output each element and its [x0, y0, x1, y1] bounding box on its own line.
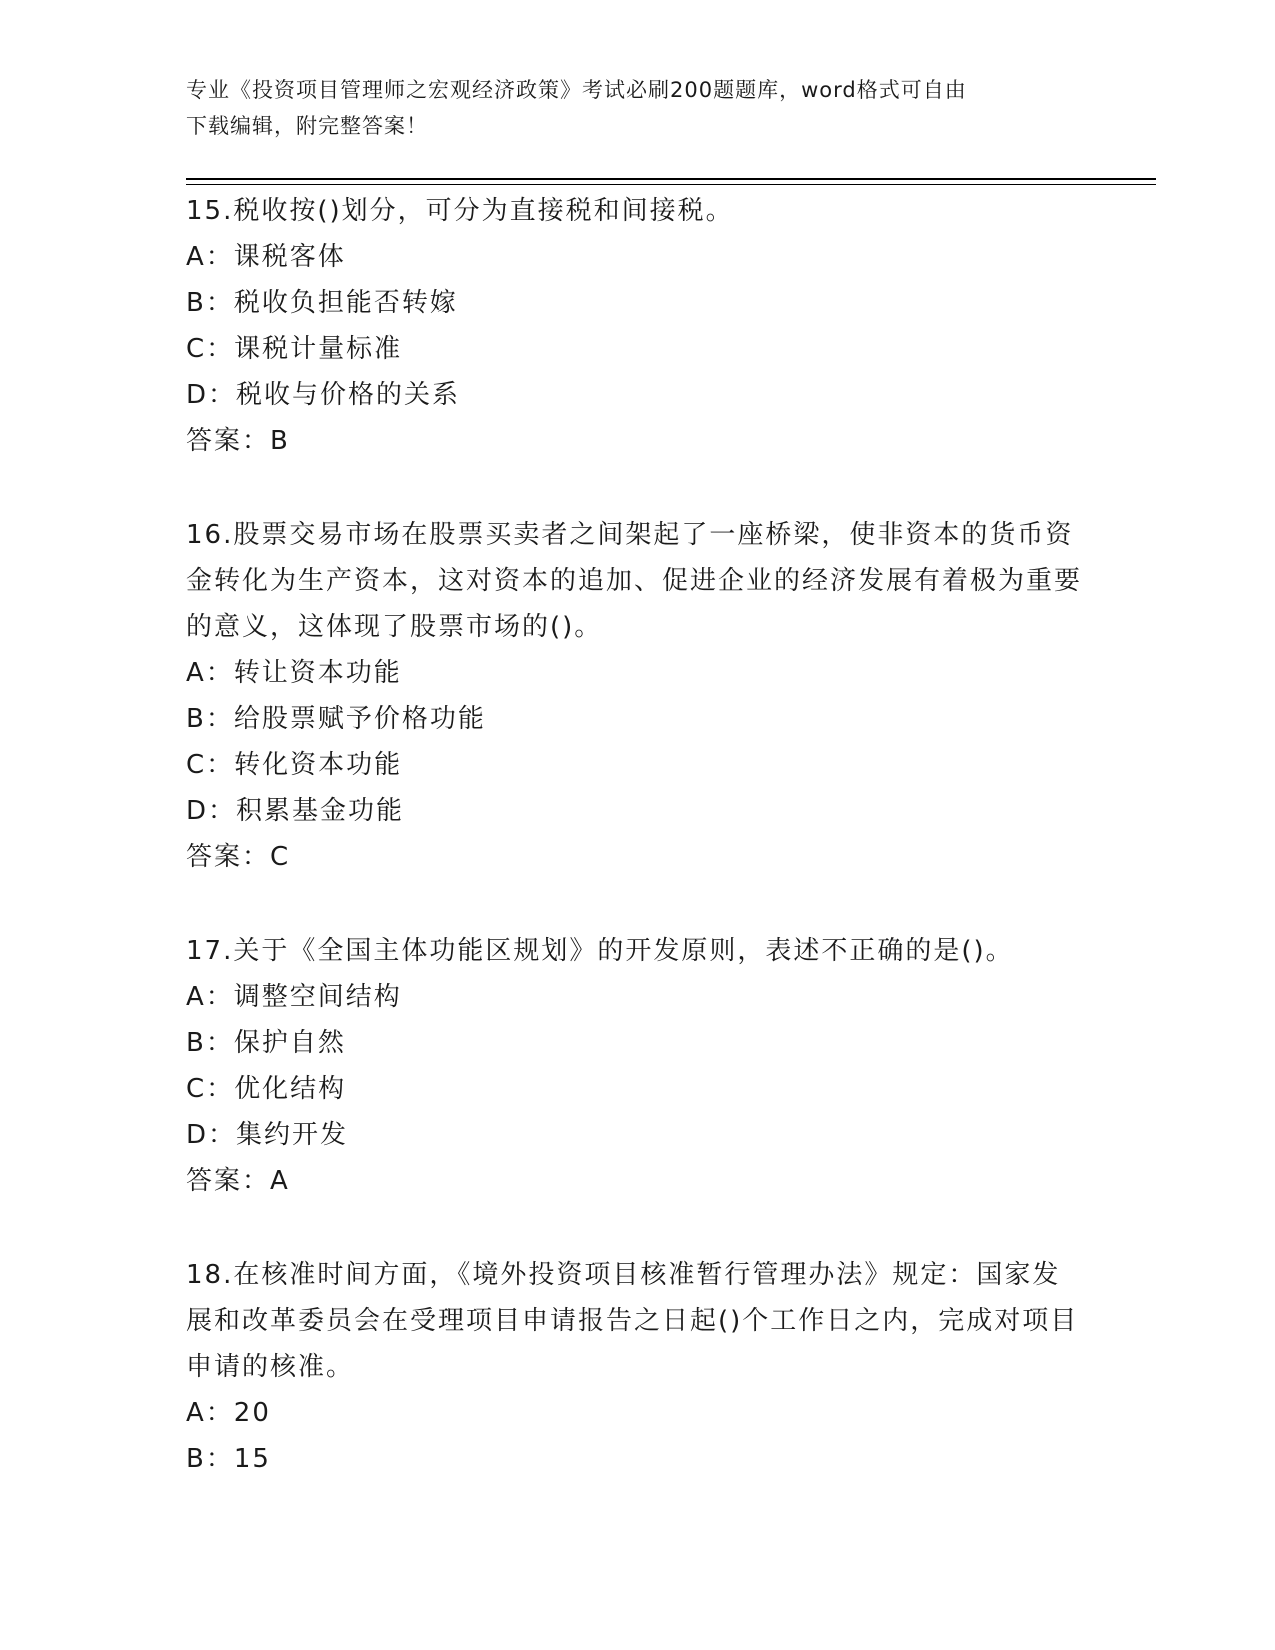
option-a: A：调整空间结构 — [186, 982, 402, 1012]
spacer — [186, 880, 1086, 928]
question-text: 18.在核准时间方面，《境外投资项目核准暂行管理办法》规定：国家发展和改革委员会在受理项目申请报告之日起()个工作日之内，完成对项目申请的核准。 — [186, 1260, 1079, 1382]
question-15 — [186, 188, 1086, 464]
option-d: D：集约开发 — [186, 1120, 349, 1150]
question-list — [186, 188, 1086, 1482]
option-d: D：积累基金功能 — [186, 796, 405, 826]
question-17 — [186, 928, 1086, 1204]
question-text: 17.关于《全国主体功能区规划》的开发原则，表述不正确的是()。 — [186, 936, 1014, 966]
header-line-2: 下载编辑，附完整答案！ — [186, 114, 428, 138]
option-c: C：课税计量标准 — [186, 334, 403, 364]
question-18 — [186, 1252, 1086, 1482]
option-b: B：15 — [186, 1444, 271, 1474]
question-text: 15.税收按()划分，可分为直接税和间接税。 — [186, 196, 734, 226]
header-rule-thick — [186, 178, 1156, 180]
option-a: A：20 — [186, 1398, 271, 1428]
document-header — [186, 72, 1086, 144]
option-a: A：课税客体 — [186, 242, 346, 272]
spacer — [186, 1204, 1086, 1252]
question-text: 16.股票交易市场在股票买卖者之间架起了一座桥梁，使非资本的货币资金转化为生产资本，这对资本的追加、促进企业的经济发展有着极为重要的意义，这体现了股票市场的()。 — [186, 520, 1083, 642]
header-rule-thin — [186, 184, 1156, 185]
option-c: C：转化资本功能 — [186, 750, 403, 780]
option-b: B：保护自然 — [186, 1028, 346, 1058]
option-b: B：给股票赋予价格功能 — [186, 704, 486, 734]
option-b: B：税收负担能否转嫁 — [186, 288, 458, 318]
option-c: C：优化结构 — [186, 1074, 347, 1104]
answer: 答案：A — [186, 1166, 290, 1196]
answer: 答案：B — [186, 426, 290, 456]
header-line-1: 专业《投资项目管理师之宏观经济政策》考试必刷200题题库，word格式可自由 — [186, 78, 967, 102]
option-a: A：转让资本功能 — [186, 658, 402, 688]
question-16 — [186, 512, 1086, 880]
option-d: D：税收与价格的关系 — [186, 380, 461, 410]
spacer — [186, 464, 1086, 512]
answer: 答案：C — [186, 842, 291, 872]
